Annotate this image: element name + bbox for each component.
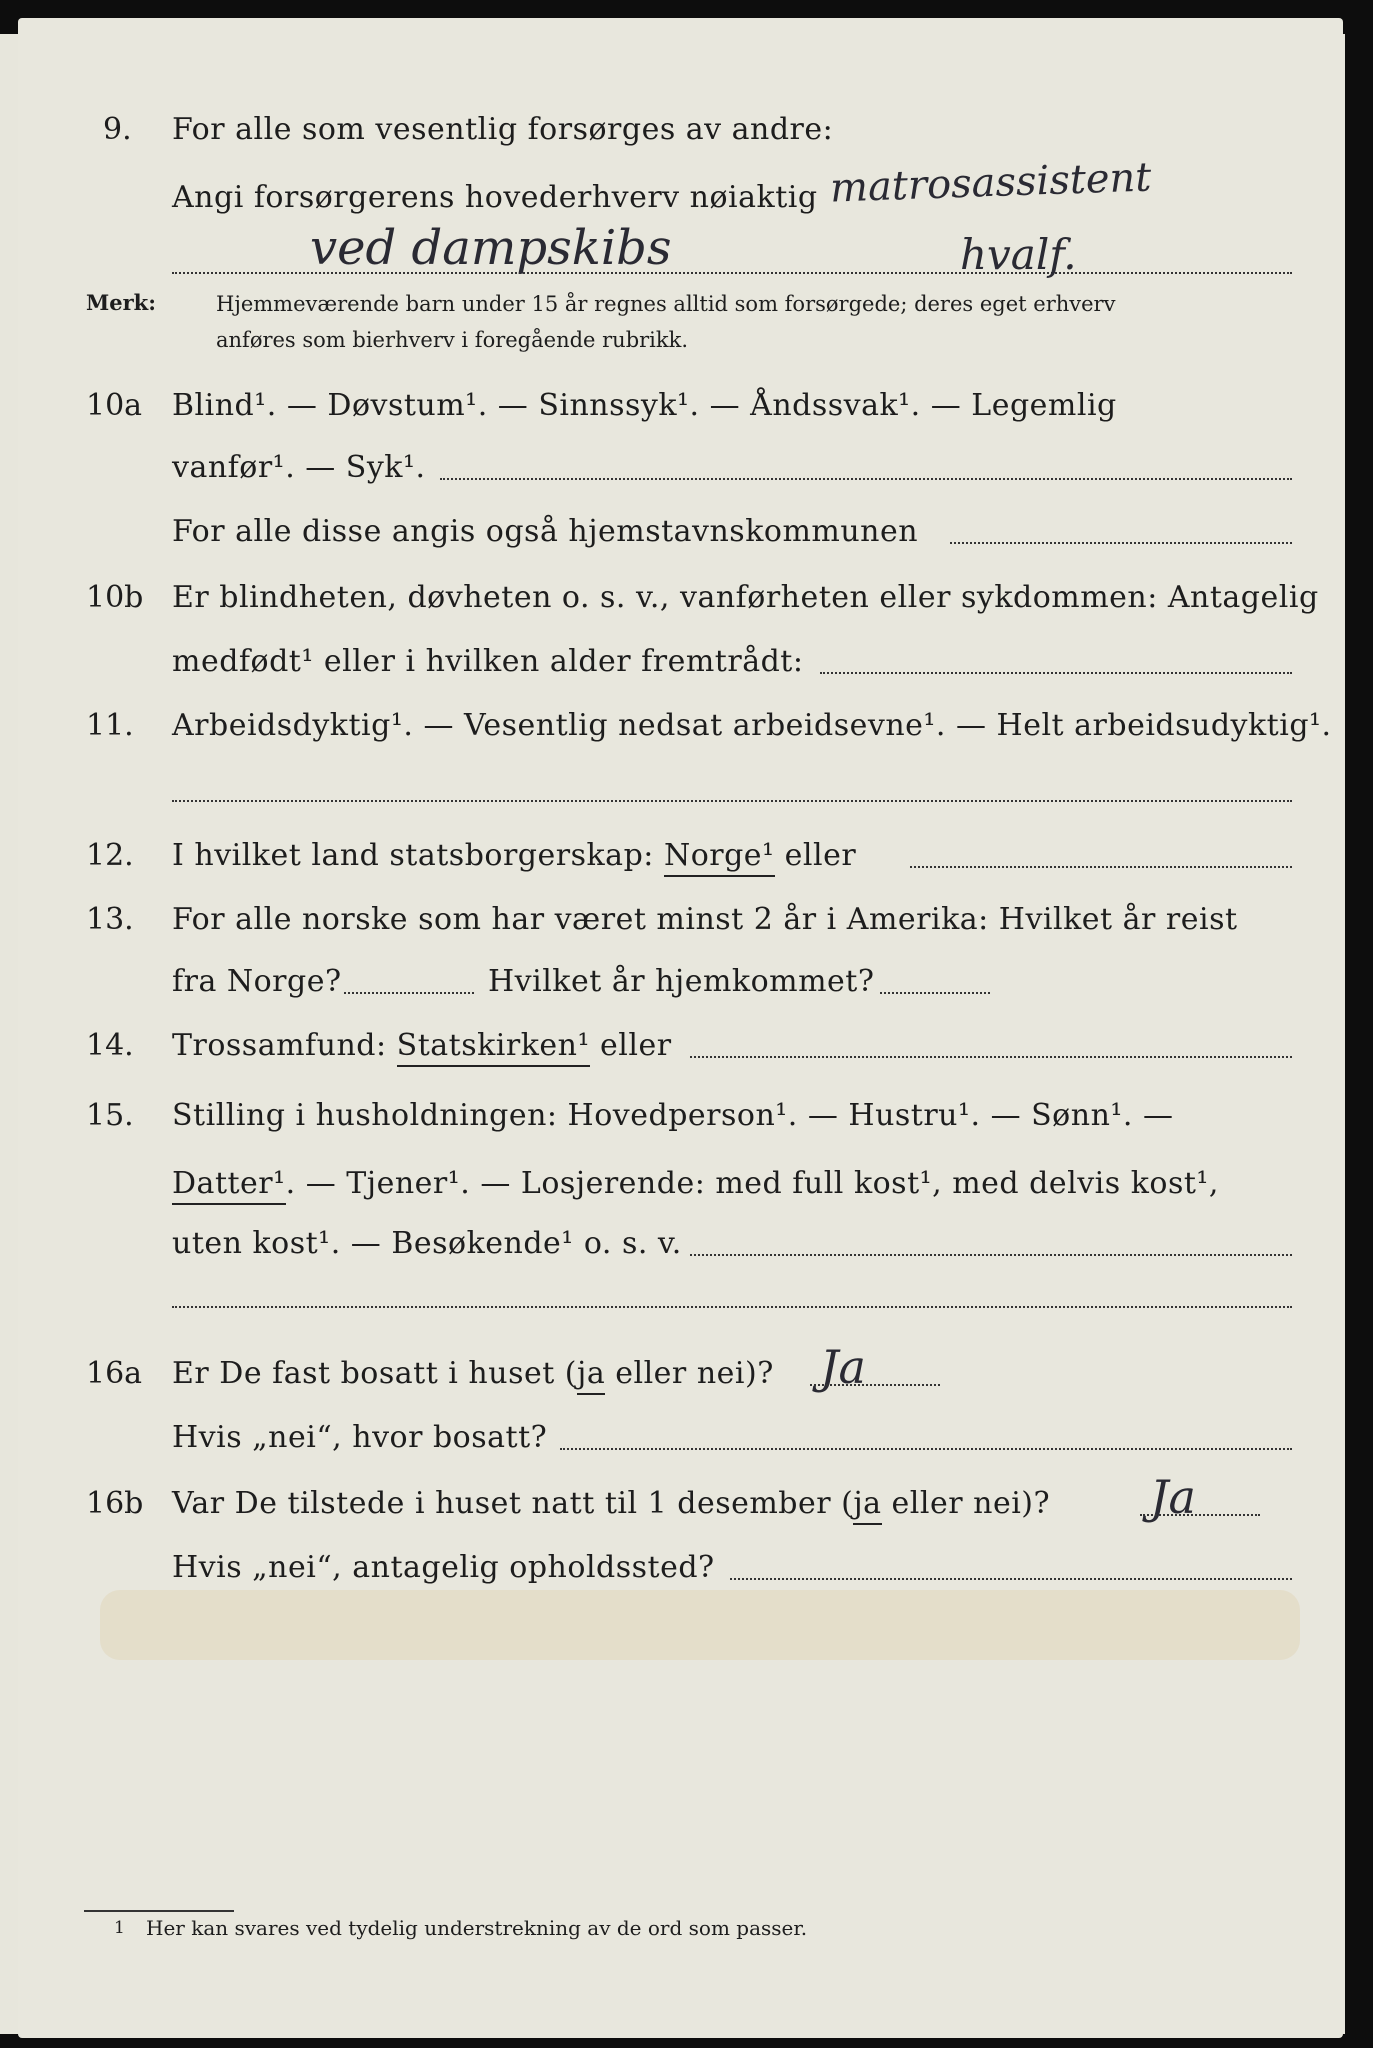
q10b-number: 10b (86, 580, 144, 615)
q10b-text-1: Er blindheten, døvheten o. s. v., vanførheten eller sykdommen: Antagelig (172, 580, 1319, 615)
scan-border-right (1345, 0, 1373, 2048)
q15-answer-line-2 (172, 1306, 1292, 1308)
q10b-answer-line (820, 672, 1292, 674)
q13-text-2a: fra Norge? (172, 964, 342, 999)
q10b-text-2: medfødt¹ eller i hvilken alder fremtrådt: (172, 644, 804, 679)
q11-number: 11. (86, 708, 134, 743)
q16b-answer-line-2 (730, 1578, 1292, 1580)
q14-prefix: Trossamfund: (172, 1028, 387, 1063)
q13-answer-line-1 (344, 992, 474, 994)
q12-prefix: I hvilket land statsborgerskap: (172, 838, 654, 873)
q12-answer-line (910, 866, 1292, 868)
q16a-prefix: Er De fast bosatt i huset ( (172, 1356, 578, 1391)
footnote-number: 1 (114, 1918, 125, 1938)
footnote-text: Her kan svares ved tydelig understrekning av de ord som passer. (146, 1916, 808, 1940)
q13-answer-line-2 (880, 992, 990, 994)
q15-text-2-rest: . — Tjener¹. — Losjerende: med full kost¹, med delvis kost¹, (285, 1166, 1219, 1201)
q16b-answer-line-1 (1140, 1514, 1260, 1516)
q16b-number: 16b (86, 1486, 144, 1521)
q12-text (172, 838, 856, 873)
q12-number: 12. (86, 838, 134, 873)
q16a-text-2: Hvis „nei“, hvor bosatt? (172, 1420, 548, 1455)
q15-text-2 (172, 1166, 1219, 1201)
q16b-underlined-answer: ja (853, 1486, 881, 1525)
q14-answer-line (690, 1056, 1292, 1058)
q16a-suffix: eller nei)? (605, 1356, 774, 1391)
q13-text-1: For alle norske som har været minst 2 år i Amerika: Hvilket år reist (172, 902, 1238, 937)
q12-suffix: eller (784, 838, 857, 873)
q16b-text-2: Hvis „nei“, antagelig opholdssted? (172, 1550, 715, 1585)
q15-underlined-answer: Datter¹ (172, 1166, 286, 1205)
q10a-answer-line-2 (950, 542, 1292, 544)
merk-text-1: Hjemmeværende barn under 15 år regnes alltid som forsørgede; deres eget erhverv (216, 292, 1116, 316)
q16b-handwriting: Ja (1150, 1470, 1196, 1524)
q13-text-2b: Hvilket år hjemkommet? (488, 964, 875, 999)
q10a-text-1: Blind¹. — Døvstum¹. — Sinnssyk¹. — Åndssvak¹. — Legemlig (172, 388, 1117, 423)
q16b-prefix: Var De tilstede i huset natt til 1 desember ( (172, 1486, 854, 1521)
footnote-rule (84, 1910, 234, 1912)
q16a-answer-line-2 (560, 1448, 1292, 1450)
q14-text (172, 1028, 672, 1063)
q15-answer-line-1 (690, 1254, 1292, 1256)
q9-handwriting-1: matrosassistent (829, 154, 1153, 212)
merk-text-2: anføres som bierhverv i foregående rubrikk. (216, 328, 689, 352)
q16a-text-1 (172, 1356, 774, 1391)
q15-text-3: uten kost¹. — Besøkende¹ o. s. v. (172, 1226, 682, 1261)
q11-answer-line (172, 800, 1292, 802)
paper-stain (100, 1590, 1300, 1660)
q10a-text-3: For alle disse angis også hjemstavnskommunen (172, 514, 919, 549)
q10a-text-2: vanfør¹. — Syk¹. (172, 450, 426, 485)
q16b-text-1 (172, 1486, 1050, 1521)
q16a-number: 16a (86, 1356, 143, 1391)
q13-number: 13. (86, 902, 134, 937)
merk-label: Merk: (86, 290, 156, 315)
q10a-answer-line-1 (440, 478, 1292, 480)
q9-text-1: For alle som vesentlig forsørges av andre: (172, 112, 834, 147)
q14-number: 14. (86, 1028, 134, 1063)
q16b-suffix: eller nei)? (881, 1486, 1051, 1521)
q16a-underlined-answer: ja (577, 1356, 605, 1395)
q16a-handwriting: Ja (820, 1340, 866, 1394)
q9-text-2: Angi forsørgerens hovederhverv nøiaktig (172, 180, 818, 215)
q14-underlined-answer: Statskirken¹ (397, 1028, 590, 1067)
q11-text-1: Arbeidsdyktig¹. — Vesentlig nedsat arbeidsevne¹. — Helt arbeidsudyktig¹. (172, 708, 1332, 743)
q10a-number: 10a (86, 388, 143, 423)
q15-text-1: Stilling i husholdningen: Hovedperson¹. — Hustru¹. — Sønn¹. — (172, 1098, 1174, 1133)
q15-number: 15. (86, 1098, 134, 1133)
q9-number: 9. (103, 112, 132, 147)
q9-handwriting-3: hvalf. (960, 230, 1077, 279)
q12-underlined-answer: Norge¹ (664, 838, 775, 877)
q9-handwriting-2: ved dampskibs (310, 220, 672, 276)
q14-suffix: eller (600, 1028, 672, 1063)
q16a-answer-line-1 (810, 1384, 940, 1386)
